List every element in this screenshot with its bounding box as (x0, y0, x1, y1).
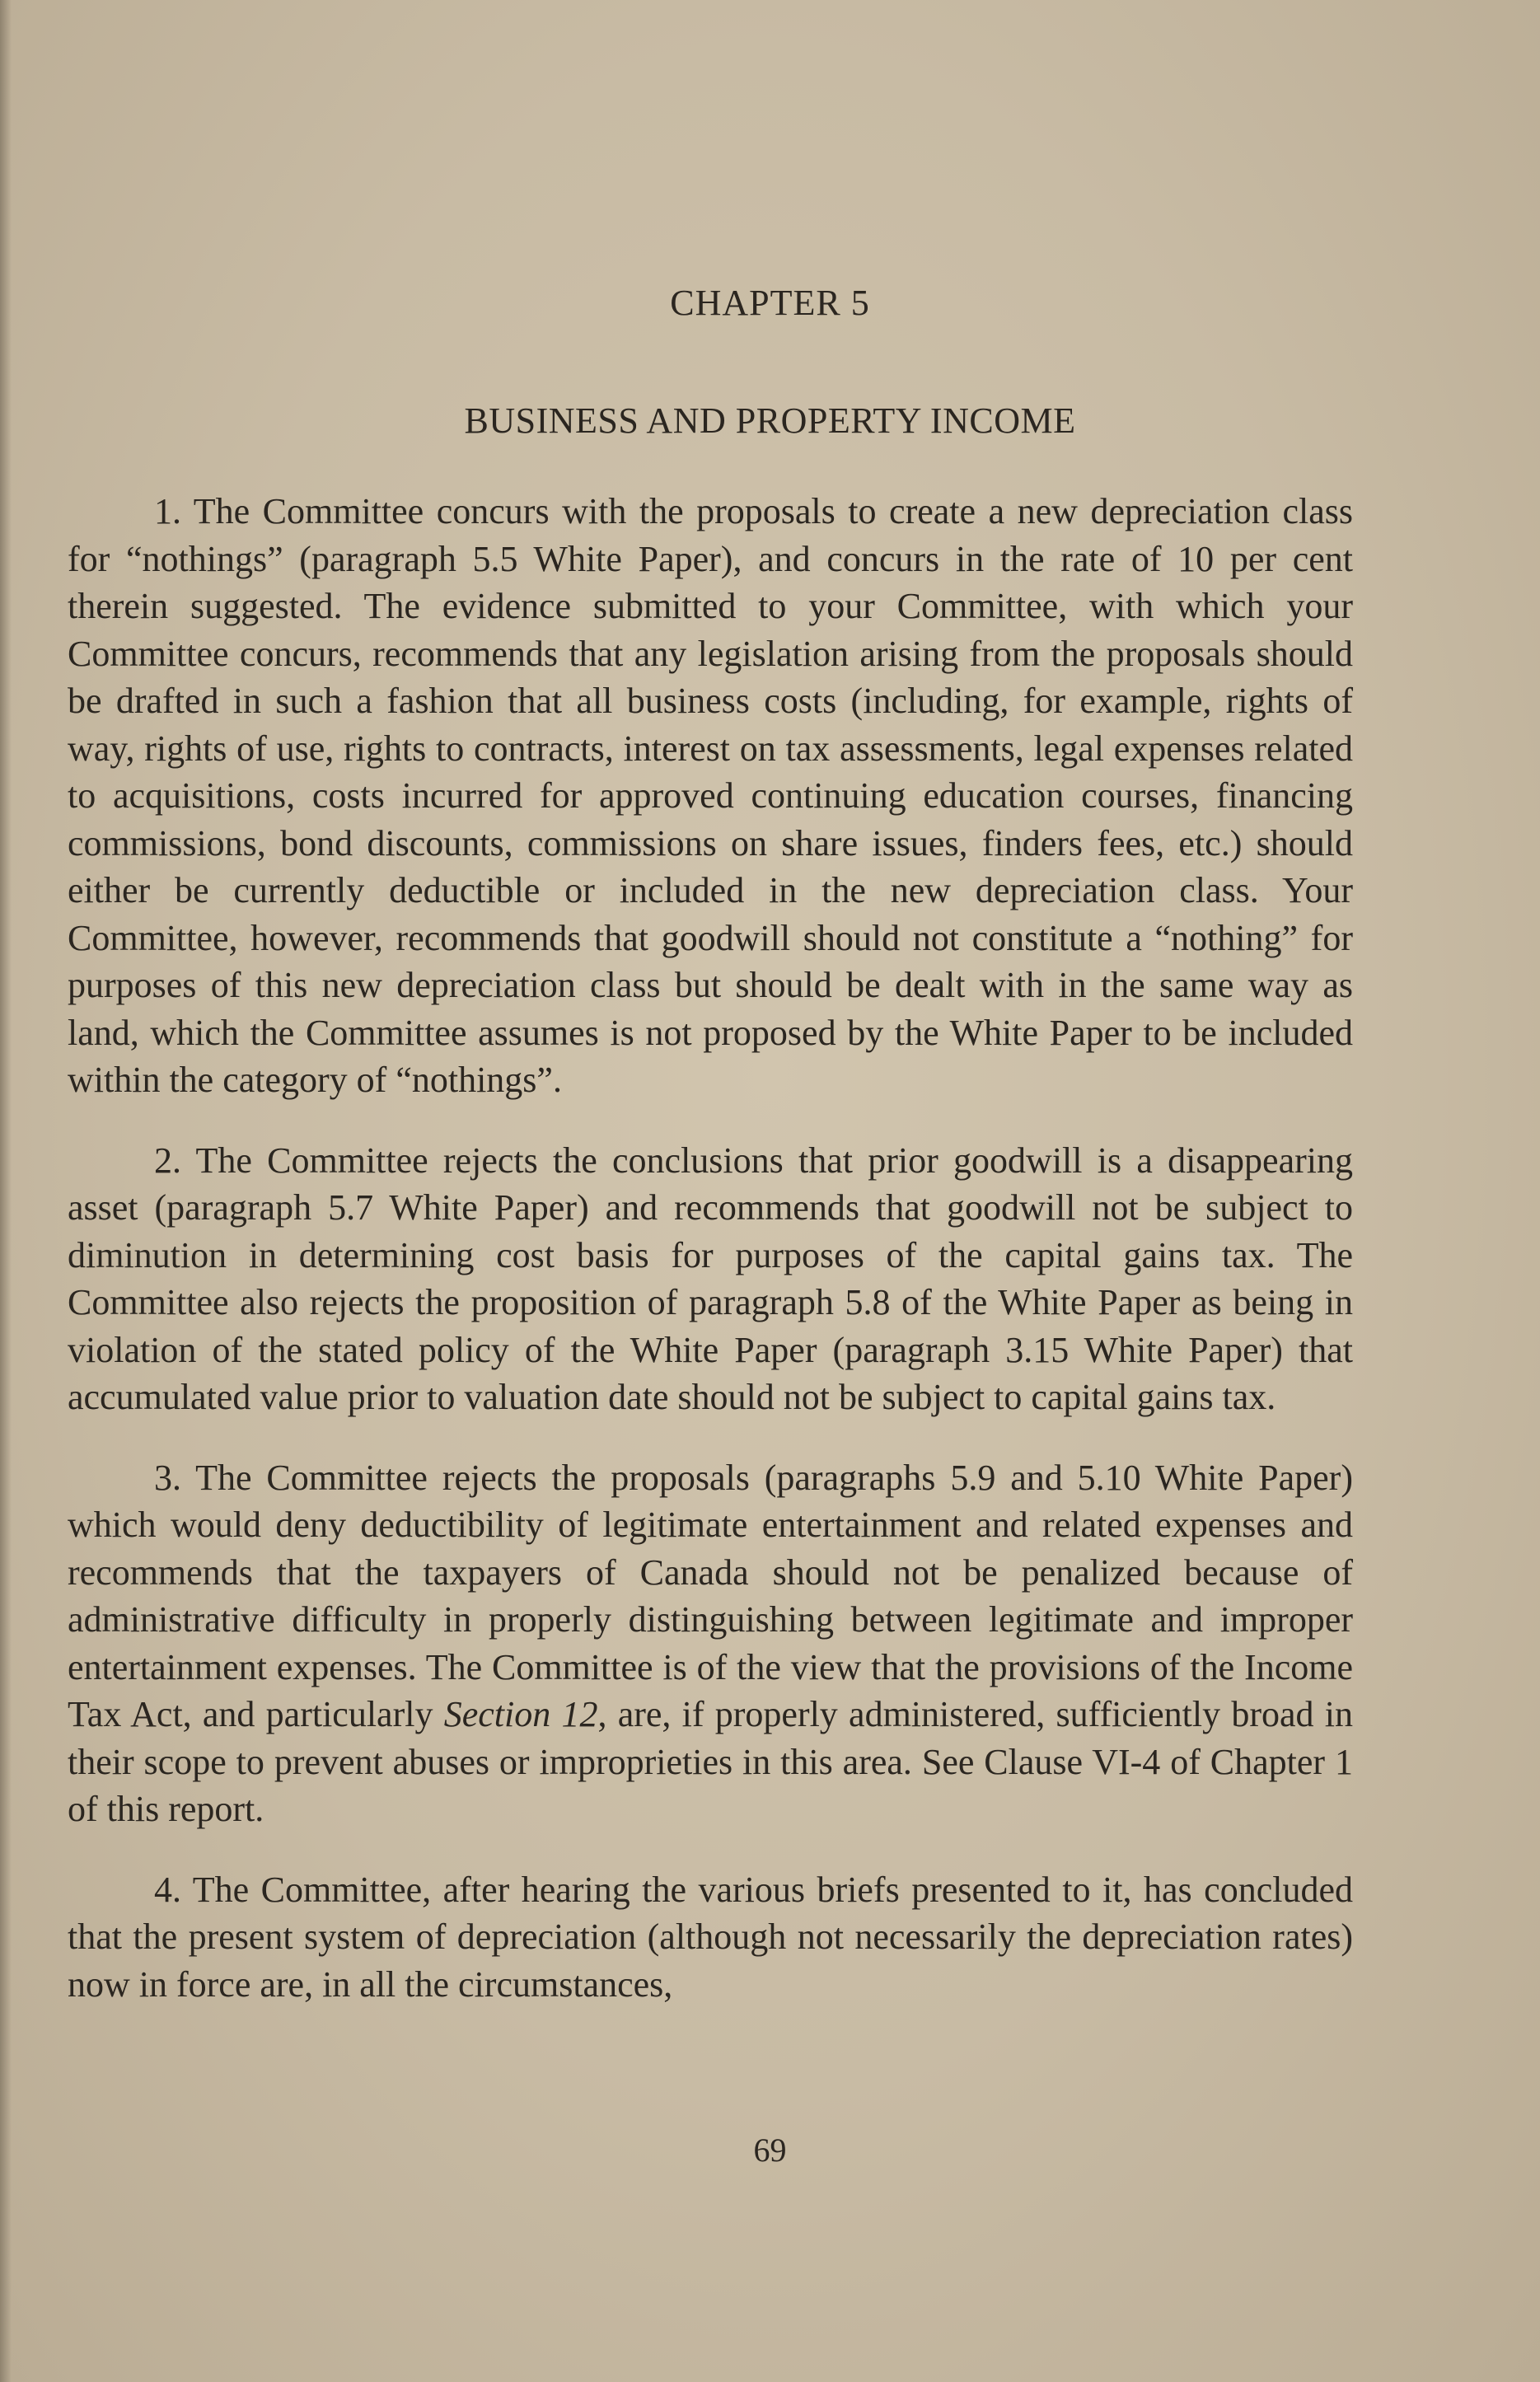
page-number: 69 (753, 2132, 787, 2169)
paragraph-3 (68, 1454, 1353, 1833)
paragraph-1 (68, 488, 1353, 1104)
chapter-title: BUSINESS AND PROPERTY INCOME (464, 400, 1076, 441)
paragraph-2 (68, 1137, 1353, 1421)
body-text (68, 488, 1353, 2041)
paragraph-number: 3. (154, 1457, 181, 1498)
paragraph-text: The Committee concurs with the proposals to create a new depreciation class for “nothings” (paragraph 5.5 White Paper), and concurs in the rate of 10 per cent therein suggested. The evidence submitted to your Committee, with which your Committee concurs, recommends that any legislation arising from the proposals should be drafted in such a fashion that all business costs (including, for example, rights of way, rights of use, rights to contracts, interest on tax assessments, legal expenses related to acquisitions, costs incurred for approved continuing education courses, financing commissions, bond discounts, commissions on share issues, finders fees, etc.) should either be currently deductible or included in the new depreciation class. Your Committee, however, recommends that goodwill should not constitute a “nothing” for purposes of this new depreciation class but should be dealt with in the same way as land, which the Committee assumes is not proposed by the White Paper to be included within the category of “nothings”. (68, 491, 1353, 1100)
paragraph-text-before-italic: The Committee rejects the proposals (paragraphs 5.9 and 5.10 White Paper) which would deny deductibility of legitimate entertainment and related expenses and recommends that the taxpayers of Canada should not be penalized because of administrative difficulty in properly distinguishing between legitimate and improper entertainment expenses. The Committee is of the view that the provisions of the Income Tax Act, and particularly (68, 1457, 1353, 1734)
paragraph-4 (68, 1866, 1353, 2009)
page-edge-shadow (0, 0, 12, 2382)
paragraph-text-after-italic: , are, if properly administered, sufficiently broad in their scope to prevent abuses or improprieties in this area. See Clause VI-4 of Chapter 1 of this report. (68, 1694, 1353, 1829)
paragraph-text: The Committee rejects the conclusions that prior goodwill is a disappearing asset (paragraph 5.7 White Paper) and recommends that goodwill not be subject to diminution in determining cost basis for purposes of the capital gains tax. The Committee also rejects the proposition of paragraph 5.8 of the White Paper as being in violation of the stated policy of the White Paper (paragraph 3.15 White Paper) that accumulated value prior to valuation date should not be subject to capital gains tax. (68, 1140, 1353, 1417)
paragraph-number: 4. (154, 1869, 181, 1910)
paragraph-number: 1. (154, 491, 181, 531)
section-reference: Section 12 (443, 1694, 598, 1734)
chapter-label: CHAPTER 5 (670, 283, 870, 323)
paragraph-text: The Committee, after hearing the various briefs presented to it, has concluded that the present system of depreciation (although not necessarily the depreciation rates) now in force are, in all the circumstances, (68, 1869, 1353, 2005)
paragraph-number: 2. (154, 1140, 181, 1181)
